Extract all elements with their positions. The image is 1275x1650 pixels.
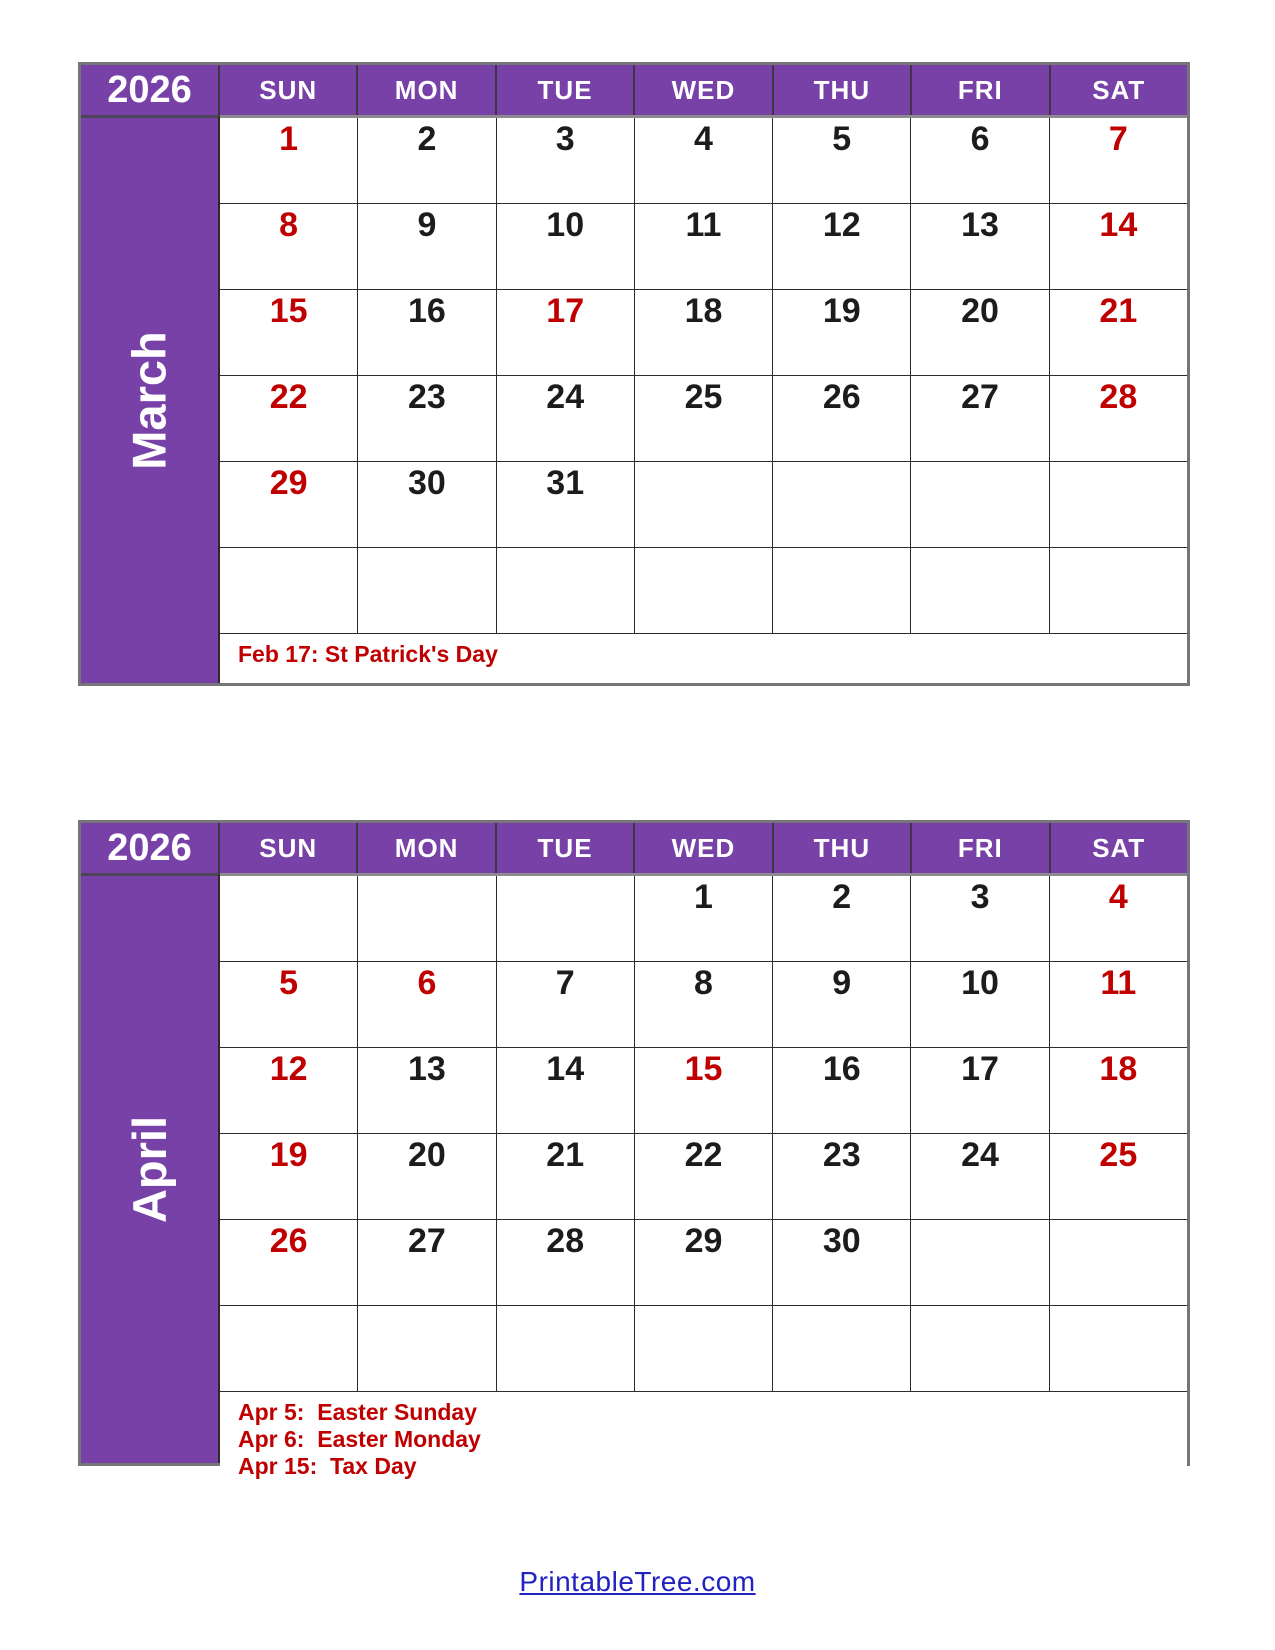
weekday-header-mon: MON <box>358 823 496 873</box>
day-number: 14 <box>546 1050 585 1088</box>
empty-day-cell <box>635 462 773 548</box>
day-number: 23 <box>408 378 446 416</box>
day-cell <box>358 462 496 548</box>
day-number: 2 <box>417 120 437 158</box>
day-number: 20 <box>408 1136 446 1174</box>
day-cell <box>220 290 358 376</box>
day-number: 4 <box>694 120 713 158</box>
day-number: 22 <box>684 1136 723 1174</box>
weekday-header-mon: MON <box>358 65 496 115</box>
empty-day-cell <box>635 548 773 634</box>
day-cell <box>497 118 635 204</box>
day-cell <box>1050 876 1187 962</box>
page-footer <box>0 1566 1275 1598</box>
day-cell <box>773 204 911 290</box>
day-number: 11 <box>685 206 722 244</box>
day-cell <box>358 1220 496 1306</box>
day-number: 7 <box>1108 120 1128 158</box>
day-cell <box>497 1134 635 1220</box>
day-cell <box>635 962 773 1048</box>
day-cell <box>773 1220 911 1306</box>
day-number: 22 <box>269 378 308 416</box>
day-number: 8 <box>279 206 299 244</box>
week-row <box>220 118 1187 204</box>
empty-day-cell <box>358 1306 496 1392</box>
day-number: 27 <box>408 1222 446 1260</box>
weekday-header-thu: THU <box>774 65 912 115</box>
week-row <box>220 548 1187 634</box>
day-number: 3 <box>970 878 990 916</box>
day-cell <box>220 1048 358 1134</box>
day-number: 26 <box>822 378 861 416</box>
day-number: 28 <box>546 1222 585 1260</box>
day-number: 13 <box>961 206 999 244</box>
day-cell <box>911 376 1049 462</box>
holiday-note: Apr 5: Easter Sunday <box>238 1399 478 1425</box>
month-label: April <box>123 1115 176 1224</box>
day-number: 1 <box>279 120 299 158</box>
april-grid-wrap <box>220 873 1187 1480</box>
day-cell <box>220 462 358 548</box>
day-number: 6 <box>417 964 437 1002</box>
day-number: 18 <box>1099 1050 1138 1088</box>
day-number: 27 <box>961 378 999 416</box>
day-cell <box>220 1134 358 1220</box>
day-cell <box>1050 118 1187 204</box>
day-number: 4 <box>1108 878 1128 916</box>
month-label: March <box>123 331 176 470</box>
day-number: 8 <box>694 964 713 1002</box>
empty-day-cell <box>220 1306 358 1392</box>
day-cell <box>358 118 496 204</box>
empty-day-cell <box>1050 462 1187 548</box>
empty-day-cell <box>497 1306 635 1392</box>
empty-day-cell <box>1050 1306 1187 1392</box>
week-row <box>220 1134 1187 1220</box>
day-cell <box>635 204 773 290</box>
month-sidebar <box>81 873 220 1463</box>
day-cell <box>220 1220 358 1306</box>
week-row <box>220 290 1187 376</box>
holiday-note: Apr 6: Easter Monday <box>238 1426 481 1453</box>
day-cell <box>635 118 773 204</box>
day-cell <box>911 1048 1049 1134</box>
holiday-notes <box>220 1392 1187 1480</box>
day-number: 25 <box>684 378 723 416</box>
day-cell <box>911 962 1049 1048</box>
day-number: 20 <box>961 292 999 330</box>
day-cell <box>635 1048 773 1134</box>
day-cell <box>497 204 635 290</box>
day-cell <box>1050 204 1187 290</box>
day-number: 16 <box>408 292 446 330</box>
day-cell <box>911 204 1049 290</box>
day-number: 29 <box>684 1222 723 1260</box>
week-row <box>220 1220 1187 1306</box>
april-calendar <box>78 820 1190 1480</box>
day-number: 3 <box>555 120 575 158</box>
day-cell <box>497 962 635 1048</box>
day-cell <box>497 1048 635 1134</box>
day-cell <box>1050 1048 1187 1134</box>
week-row <box>220 462 1187 548</box>
day-cell <box>773 1134 911 1220</box>
day-cell <box>358 962 496 1048</box>
day-cell <box>911 290 1049 376</box>
empty-day-cell <box>220 548 358 634</box>
day-cell <box>220 204 358 290</box>
day-cell <box>911 1134 1049 1220</box>
day-cell <box>911 876 1049 962</box>
day-number: 13 <box>408 1050 446 1088</box>
day-cell <box>1050 376 1187 462</box>
empty-day-cell <box>220 876 358 962</box>
april-header-row <box>81 823 1187 873</box>
date-grid <box>220 118 1187 634</box>
day-cell <box>497 376 635 462</box>
day-number: 29 <box>269 464 308 502</box>
empty-day-cell <box>497 876 635 962</box>
week-row <box>220 876 1187 962</box>
weekday-header-sat: SAT <box>1051 823 1187 873</box>
march-body <box>81 115 1187 683</box>
day-number: 17 <box>546 292 585 330</box>
day-cell <box>358 1048 496 1134</box>
day-number: 24 <box>961 1136 999 1174</box>
day-cell <box>497 1220 635 1306</box>
weekday-header-sun: SUN <box>220 823 358 873</box>
day-number: 16 <box>822 1050 861 1088</box>
empty-day-cell <box>911 548 1049 634</box>
day-number: 14 <box>1099 206 1138 244</box>
day-cell <box>773 1048 911 1134</box>
holiday-note: Feb 17: St Patrick's Day <box>238 641 498 667</box>
day-cell <box>220 118 358 204</box>
day-cell <box>635 1220 773 1306</box>
day-number: 9 <box>417 206 437 244</box>
day-cell <box>1050 1134 1187 1220</box>
day-number: 28 <box>1099 378 1138 416</box>
day-number: 25 <box>1099 1136 1138 1174</box>
day-number: 12 <box>269 1050 308 1088</box>
week-row <box>220 204 1187 290</box>
day-cell <box>911 118 1049 204</box>
day-number: 19 <box>822 292 861 330</box>
day-number: 26 <box>269 1222 308 1260</box>
day-number: 21 <box>546 1136 585 1174</box>
day-cell <box>1050 962 1187 1048</box>
weekday-header-sun: SUN <box>220 65 358 115</box>
day-cell <box>220 962 358 1048</box>
printabletree-link[interactable]: PrintableTree.com <box>519 1566 756 1597</box>
day-cell <box>773 962 911 1048</box>
day-number: 1 <box>694 878 713 916</box>
day-cell <box>635 376 773 462</box>
day-cell <box>773 876 911 962</box>
date-grid <box>220 876 1187 1392</box>
year-label: 2026 <box>81 823 220 873</box>
empty-day-cell <box>358 876 496 962</box>
empty-day-cell <box>773 462 911 548</box>
day-number: 2 <box>832 878 852 916</box>
day-cell <box>358 1134 496 1220</box>
march-header-row <box>81 65 1187 115</box>
day-cell <box>773 290 911 376</box>
day-number: 7 <box>555 964 575 1002</box>
day-number: 23 <box>822 1136 861 1174</box>
month-sidebar <box>81 115 220 683</box>
day-number: 10 <box>546 206 585 244</box>
day-number: 5 <box>832 120 852 158</box>
week-row <box>220 962 1187 1048</box>
weekday-header-tue: TUE <box>497 823 635 873</box>
day-cell <box>635 1134 773 1220</box>
day-cell <box>358 376 496 462</box>
weekday-header-sat: SAT <box>1051 65 1187 115</box>
day-number: 30 <box>822 1222 861 1260</box>
day-cell <box>358 204 496 290</box>
day-number: 15 <box>684 1050 723 1088</box>
week-row <box>220 376 1187 462</box>
day-cell <box>635 876 773 962</box>
day-number: 12 <box>822 206 861 244</box>
day-cell <box>773 118 911 204</box>
empty-day-cell <box>1050 548 1187 634</box>
empty-day-cell <box>773 1306 911 1392</box>
weekday-header-thu: THU <box>774 823 912 873</box>
holiday-note: Apr 15: Tax Day <box>238 1453 417 1480</box>
day-number: 18 <box>684 292 723 330</box>
day-number: 6 <box>970 120 990 158</box>
empty-day-cell <box>773 548 911 634</box>
day-number: 17 <box>961 1050 999 1088</box>
week-row <box>220 1306 1187 1392</box>
day-number: 10 <box>961 964 999 1002</box>
day-number: 15 <box>269 292 308 330</box>
day-number: 11 <box>1100 964 1137 1002</box>
weekday-header-fri: FRI <box>912 65 1050 115</box>
march-calendar <box>78 62 1190 686</box>
day-cell <box>773 376 911 462</box>
day-cell <box>220 376 358 462</box>
week-row <box>220 1048 1187 1134</box>
empty-day-cell <box>497 548 635 634</box>
day-number: 31 <box>546 464 585 502</box>
empty-day-cell <box>635 1306 773 1392</box>
empty-day-cell <box>358 548 496 634</box>
empty-day-cell <box>911 1306 1049 1392</box>
april-body <box>81 873 1187 1480</box>
weekday-header-wed: WED <box>635 823 773 873</box>
day-cell <box>1050 290 1187 376</box>
day-cell <box>497 462 635 548</box>
year-label: 2026 <box>81 65 220 115</box>
empty-day-cell <box>911 1220 1049 1306</box>
day-number: 24 <box>546 378 585 416</box>
empty-day-cell <box>911 462 1049 548</box>
march-grid-wrap <box>220 115 1187 683</box>
day-number: 5 <box>279 964 299 1002</box>
weekday-header-fri: FRI <box>912 823 1050 873</box>
day-cell <box>358 290 496 376</box>
day-cell <box>497 290 635 376</box>
day-number: 21 <box>1099 292 1138 330</box>
weekday-header-wed: WED <box>635 65 773 115</box>
holiday-notes <box>220 634 1187 683</box>
day-number: 30 <box>408 464 446 502</box>
day-number: 19 <box>269 1136 308 1174</box>
day-number: 9 <box>832 964 852 1002</box>
day-cell <box>635 290 773 376</box>
empty-day-cell <box>1050 1220 1187 1306</box>
weekday-header-tue: TUE <box>497 65 635 115</box>
